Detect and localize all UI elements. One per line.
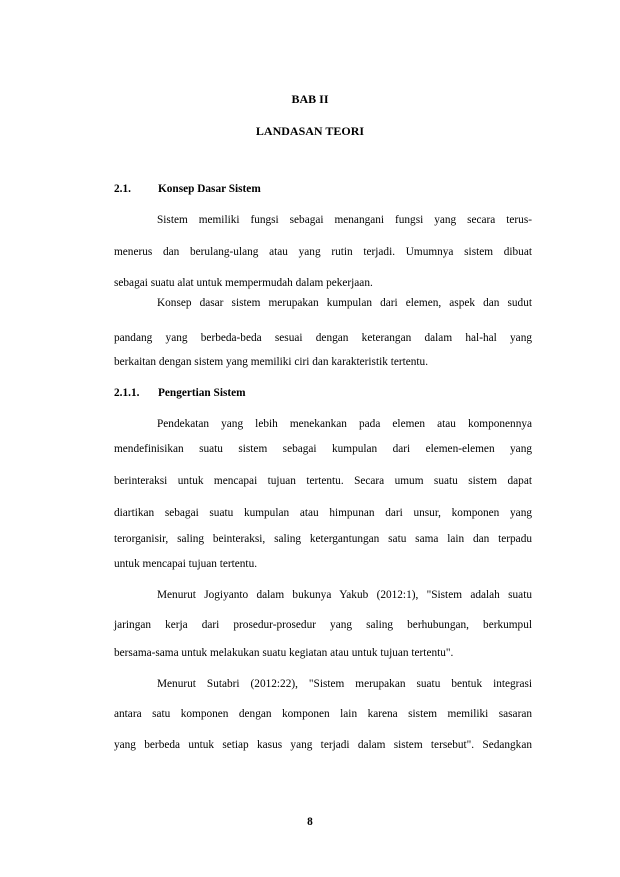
paragraph-line: menerus dan berulang-ulang atau yang rutin terjadi. Umumnya sistem dibuat: [114, 246, 532, 258]
paragraph-line: bersama-sama untuk melakukan suatu kegiatan atau untuk tujuan tertentu".: [114, 647, 454, 659]
section-number: 2.1.1.: [114, 387, 140, 399]
section-heading-2-1: [114, 182, 532, 196]
chapter-title: LANDASAN TEORI: [255, 124, 365, 138]
page-number: 8: [307, 816, 313, 828]
paragraph-line: sebagai suatu alat untuk mempermudah dalam pekerjaan.: [114, 277, 373, 289]
paragraph-line: berkaitan dengan sistem yang memiliki ciri dan karakteristik tertentu.: [114, 356, 429, 368]
paragraph-line: pandang yang berbeda-beda sesuai dengan keterangan dalam hal-hal yang: [114, 332, 532, 344]
paragraph-line: berinteraksi untuk mencapai tujuan tertentu. Secara umum suatu sistem dapat: [114, 475, 532, 487]
paragraph-line: yang berbeda untuk setiap kasus yang terjadi dalam sistem tersebut". Sedangkan: [114, 739, 532, 751]
paragraph-line: Konsep dasar sistem merupakan kumpulan dari elemen, aspek dan sudut: [157, 297, 532, 309]
paragraph-line: mendefinisikan suatu sistem sebagai kumpulan dari elemen-elemen yang: [114, 443, 532, 455]
paragraph-line: Sistem memiliki fungsi sebagai menangani fungsi yang secara terus-: [157, 214, 532, 226]
chapter-label: BAB II: [291, 92, 329, 106]
paragraph-line: antara satu komponen dengan komponen lain karena sistem memiliki sasaran: [114, 708, 532, 720]
section-heading-2-1-1: [114, 386, 532, 400]
paragraph-line: Pendekatan yang lebih menekankan pada elemen atau komponennya: [157, 418, 532, 430]
paragraph-line: jaringan kerja dari prosedur-prosedur yang saling berhubungan, berkumpul: [114, 619, 532, 631]
paragraph-line: untuk mencapai tujuan tertentu.: [114, 558, 258, 570]
paragraph-line: terorganisir, saling beinteraksi, saling ketergantungan satu sama lain dan terpadu: [114, 533, 532, 545]
section-title: Pengertian Sistem: [158, 387, 246, 399]
section-title: Konsep Dasar Sistem: [158, 183, 261, 195]
section-number: 2.1.: [114, 183, 131, 195]
paragraph-line: diartikan sebagai suatu kumpulan atau himpunan dari unsur, komponen yang: [114, 507, 532, 519]
paragraph-line: Menurut Jogiyanto dalam bukunya Yakub (2012:1), "Sistem adalah suatu: [157, 589, 532, 601]
paragraph-line: Menurut Sutabri (2012:22), "Sistem merupakan suatu bentuk integrasi: [157, 678, 532, 690]
